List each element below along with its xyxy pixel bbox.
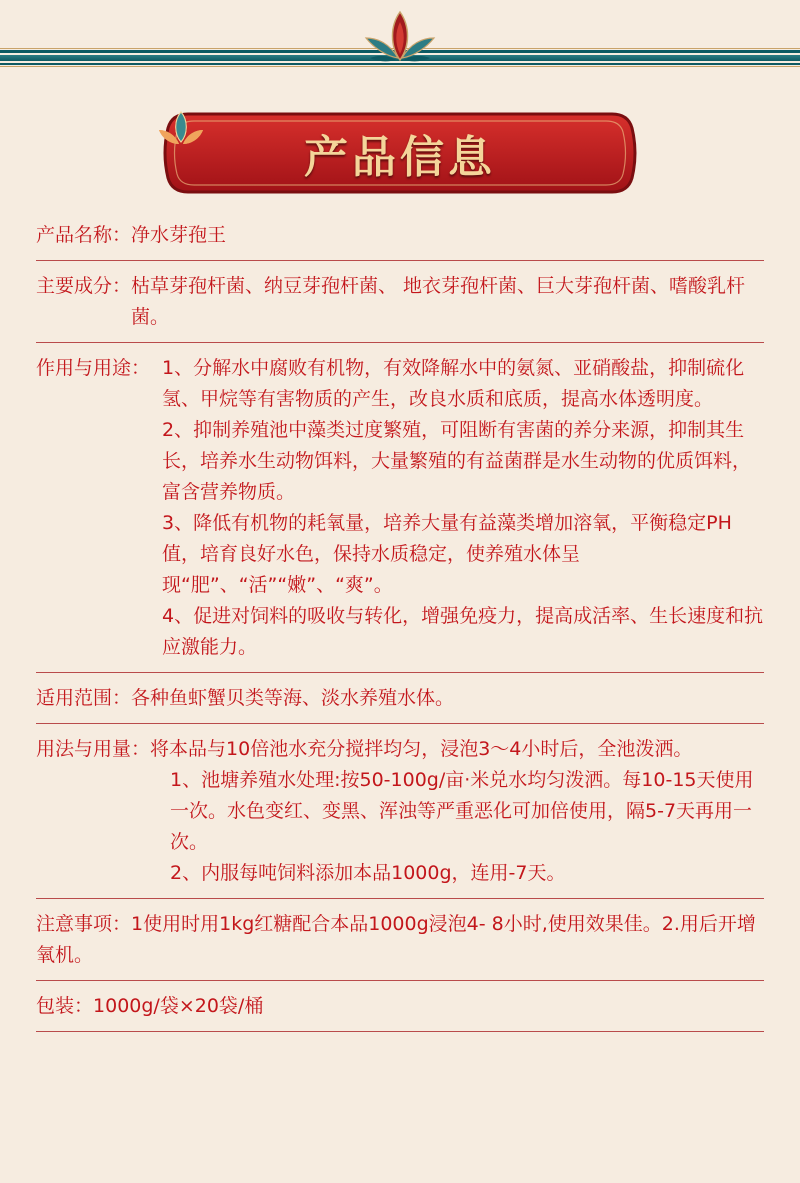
- row-label: 用法与用量：: [36, 738, 151, 760]
- row-label: 作用与用途：: [36, 357, 151, 379]
- row-scope: [36, 673, 764, 724]
- top-decorative-band: [0, 0, 800, 90]
- lotus-ornament-icon: [360, 8, 440, 68]
- row-value-list: [150, 734, 764, 889]
- list-item: 1、池塘养殖水处理:按50-100g/亩·米兑水均匀泼洒。每10-15天使用一次。水色变红、变黑、浑浊等严重恶化可加倍使用，隔5-7天再用一次。: [170, 769, 754, 853]
- list-item: 3、降低有机物的耗氧量，培养大量有益藻类增加溶氧，平衡稳定PH值，培育良好水色，保持水质稳定，使养殖水体呈现“肥”、“活”“嫩”、“爽”。: [162, 512, 732, 596]
- row-usage: [36, 724, 764, 899]
- list-item: 将本品与10倍池水充分搅拌均匀，浸泡3～4小时后，全池泼洒。: [150, 738, 693, 760]
- title-banner: [158, 110, 642, 196]
- row-product-name: [36, 216, 764, 261]
- row-label: 产品名称：: [36, 224, 132, 246]
- row-value-list: [150, 353, 764, 663]
- row-value: 枯草芽孢杆菌、纳豆芽孢杆菌、 地衣芽孢杆菌、巨大芽孢杆菌、嗜酸乳杆菌。: [131, 275, 746, 328]
- row-value: 各种鱼虾蟹贝类等海、淡水养殖水体。: [131, 687, 455, 709]
- row-notes: [36, 899, 764, 981]
- row-label: 主要成分：: [36, 275, 132, 297]
- product-info-list: [36, 216, 764, 1032]
- row-functions: [36, 343, 764, 673]
- list-item: 1、分解水中腐败有机物，有效降解水中的氨氮、亚硝酸盐，抑制硫化氢、甲烷等有害物质的产生，改良水质和底质，提高水体透明度。: [162, 357, 745, 410]
- row-value: 1000g/袋×20袋/桶: [93, 995, 264, 1017]
- row-label: 注意事项：: [36, 913, 132, 935]
- list-item: 2、内服每吨饲料添加本品1000g，连用-7天。: [170, 862, 566, 884]
- page-title: 产品信息: [304, 132, 496, 183]
- notes-text: 1使用时用1kg红糖配合本品1000g浸泡4- 8小时,使用效果佳。2.用后开增氧机。: [36, 913, 756, 966]
- list-item: 4、促进对饲料的吸收与转化，增强免疫力，提高成活率、生长速度和抗应激能力。: [162, 605, 764, 658]
- row-packaging: [36, 981, 764, 1032]
- row-ingredients: [36, 261, 764, 343]
- row-value: 净水芽孢王: [131, 224, 227, 246]
- row-label: 适用范围：: [36, 687, 132, 709]
- list-item: 2、抑制养殖池中藻类过度繁殖，可阻断有害菌的养分来源，抑制其生长，培养水生动物饵料，大量繁殖的有益菌群是水生动物的优质饵料，富含营养物质。: [162, 419, 752, 503]
- row-value: [36, 909, 764, 971]
- row-label: 包装：: [36, 995, 94, 1017]
